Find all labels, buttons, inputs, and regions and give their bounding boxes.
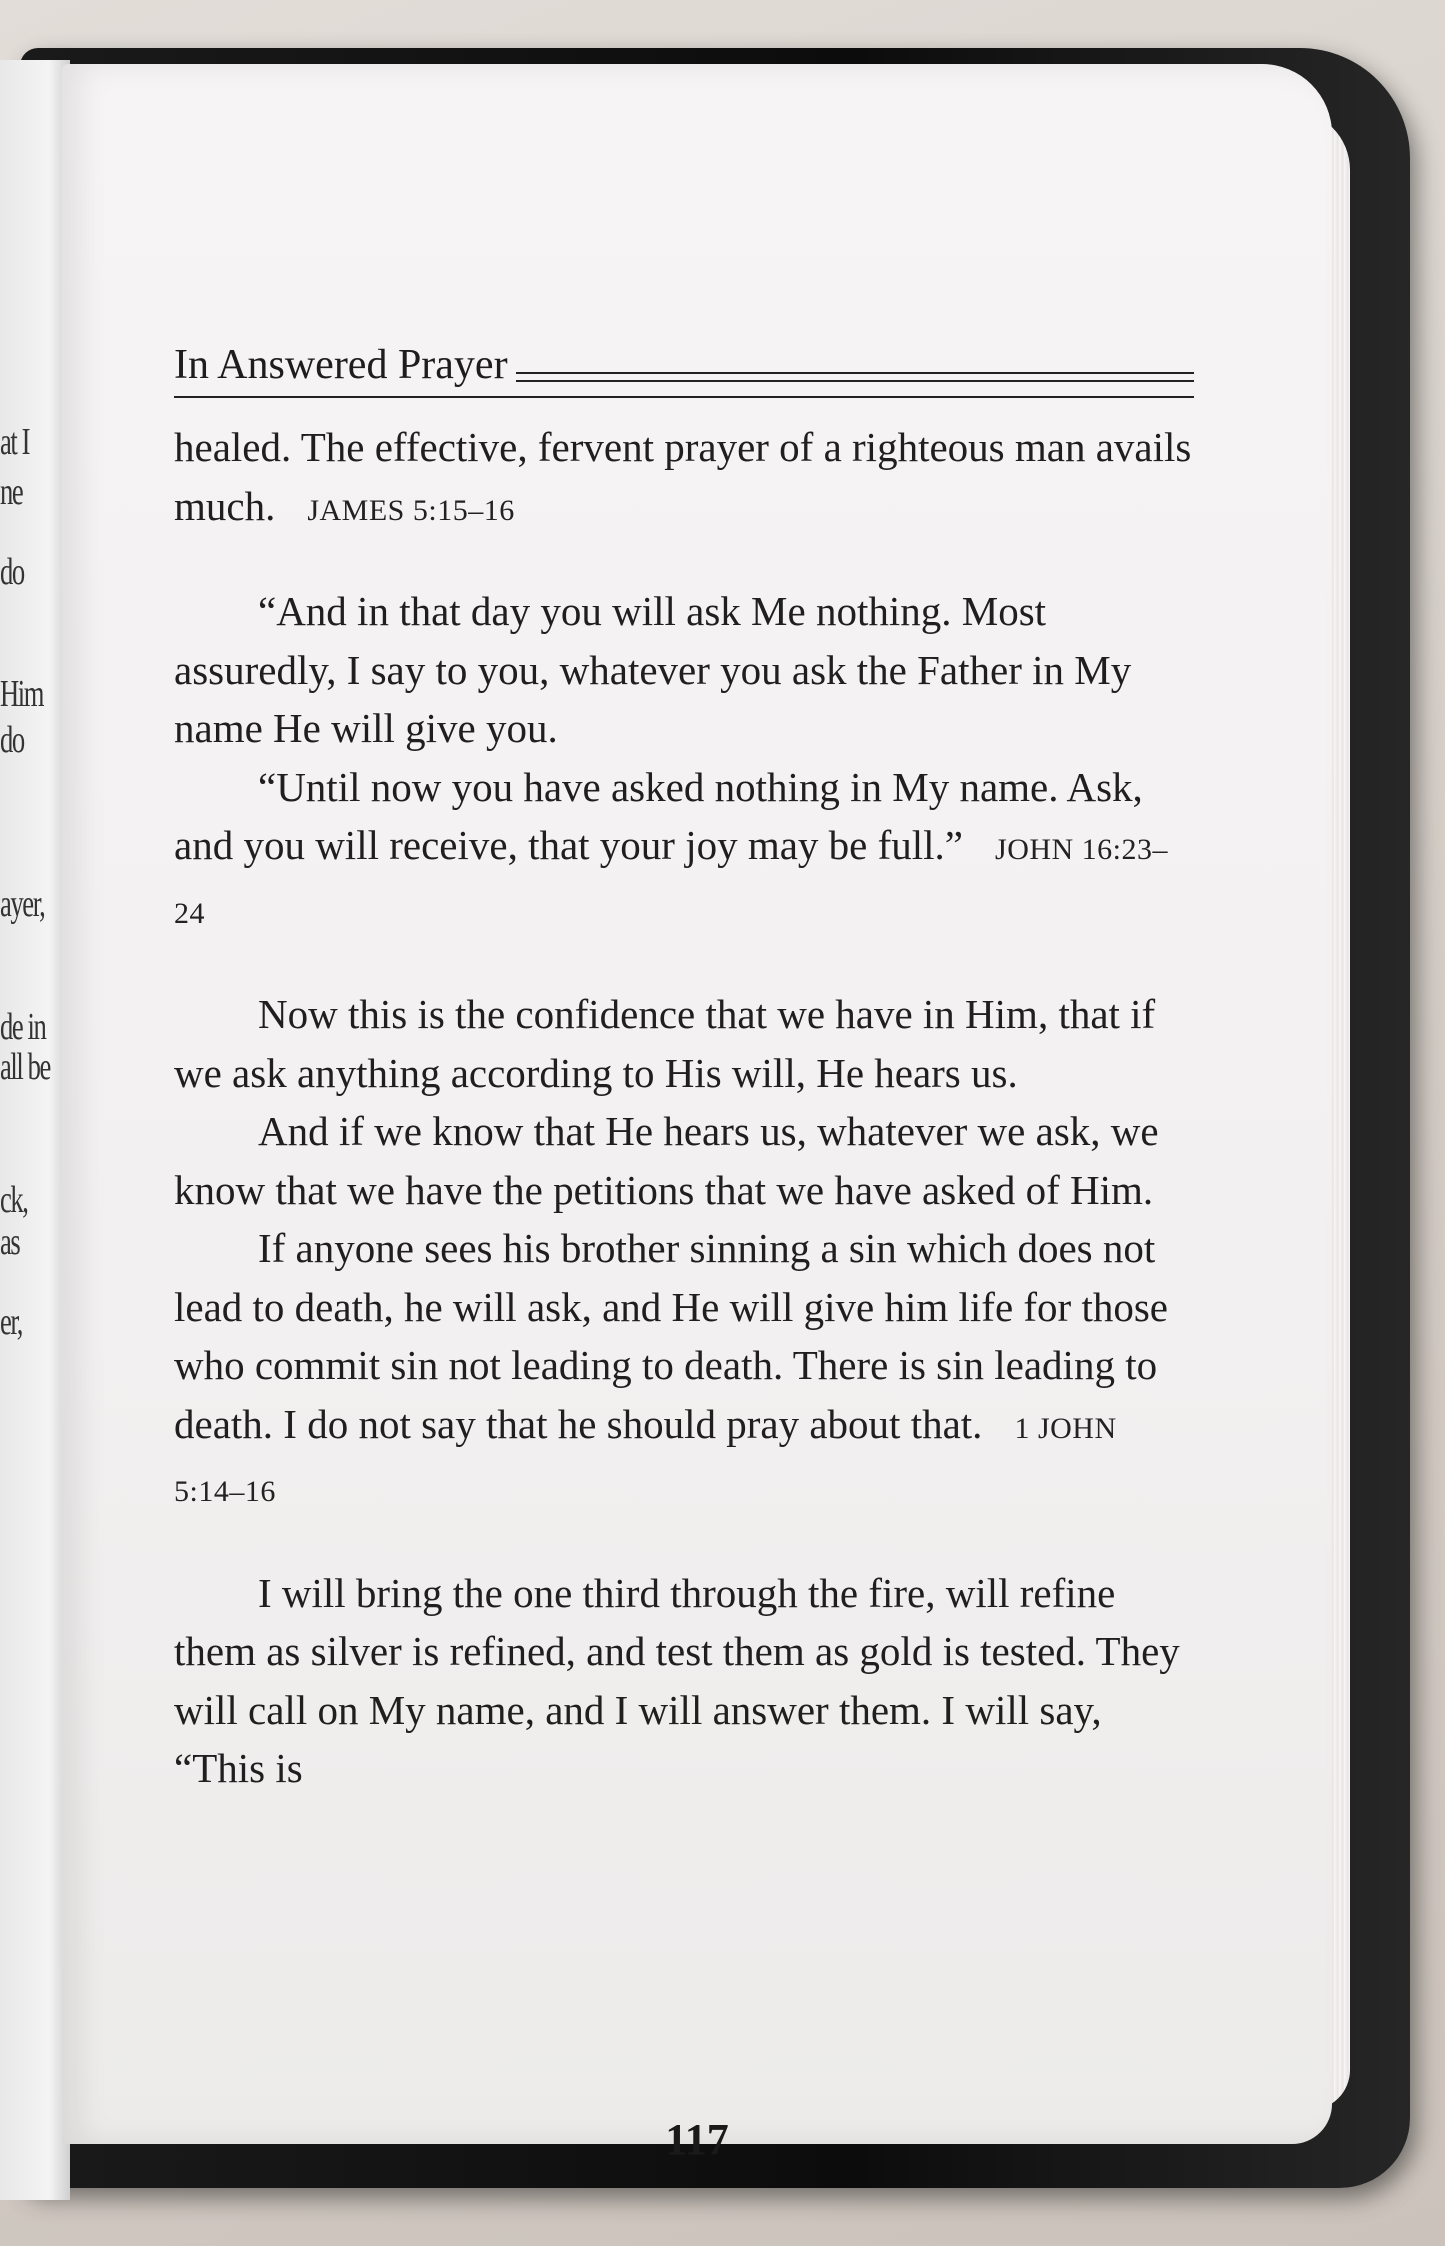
paragraph-text: healed. The effective, fervent prayer of a righteous man avails much. — [174, 424, 1192, 529]
left-page-fragment: as — [0, 1221, 20, 1263]
passage-paragraph — [174, 1564, 1194, 1798]
book-page — [62, 64, 1332, 2164]
left-page-fragment: ne — [0, 471, 23, 513]
running-head-rule — [516, 372, 1194, 382]
paragraph-text: Now this is the confidence that we have in Him, that if we ask anything according to His will, He hears us. — [174, 991, 1156, 1096]
passage-paragraph — [174, 985, 1194, 1102]
running-head-underline — [174, 396, 1194, 398]
scripture-passages — [174, 418, 1194, 1798]
paragraph-text: And if we know that He hears us, whatever we ask, we know that we have the petitions that we have asked of Him. — [174, 1108, 1159, 1213]
passage-gap — [174, 943, 1194, 985]
running-head — [174, 344, 1194, 394]
passage-1-john — [174, 985, 1194, 1522]
left-page-fragment: de in — [0, 1006, 46, 1048]
passage-james — [174, 418, 1194, 540]
left-page-fragment: do — [0, 551, 24, 593]
passage-gap — [174, 1522, 1194, 1564]
passage-paragraph — [174, 758, 1194, 944]
left-page-fragment: ck, — [0, 1179, 28, 1221]
paragraph-text: If anyone sees his brother sinning a sin which does not lead to death, he will ask, and He will give him life for those who commit sin not leading to death. There is sin leading to death. I do not say that he should pray about that. — [174, 1225, 1168, 1447]
passage-paragraph — [174, 418, 1194, 540]
left-page-fragment: all be — [0, 1046, 50, 1088]
passage-paragraph — [174, 1219, 1194, 1522]
left-facing-page — [0, 60, 70, 2200]
left-page-fragment: er, — [0, 1301, 23, 1343]
passage-paragraph — [174, 582, 1194, 758]
passage-zechariah — [174, 1564, 1194, 1798]
passage-paragraph — [174, 1102, 1194, 1219]
paragraph-text: “Until now you have asked nothing in My name. Ask, and you will receive, that your joy may be full.” — [174, 763, 1143, 868]
page-content — [174, 344, 1194, 1798]
paragraph-text: I will bring the one third through the fire, will refine them as silver is refined, and test them as gold is tested. They will call on My name, and I will answer them. I will say, “This is — [174, 1569, 1180, 1791]
page-number: 117 — [665, 2115, 729, 2164]
left-page-fragment: at I — [0, 421, 30, 463]
scripture-reference: 1 JOHN 5:14–16 — [174, 1411, 1117, 1508]
running-head-title: In Answered Prayer — [174, 342, 508, 388]
left-page-fragment: ayer, — [0, 883, 45, 925]
paragraph-text: “And in that day you will ask Me nothing. Most assuredly, I say to you, whatever you ask the Father in My name He will give you. — [174, 588, 1132, 751]
left-page-fragment: do — [0, 719, 24, 761]
left-page-fragment: Him — [0, 673, 44, 715]
passage-john — [174, 582, 1194, 943]
scripture-reference: JOHN 16:23–24 — [174, 833, 1169, 930]
passage-gap — [174, 540, 1194, 582]
scripture-reference: JAMES 5:15–16 — [307, 493, 515, 527]
